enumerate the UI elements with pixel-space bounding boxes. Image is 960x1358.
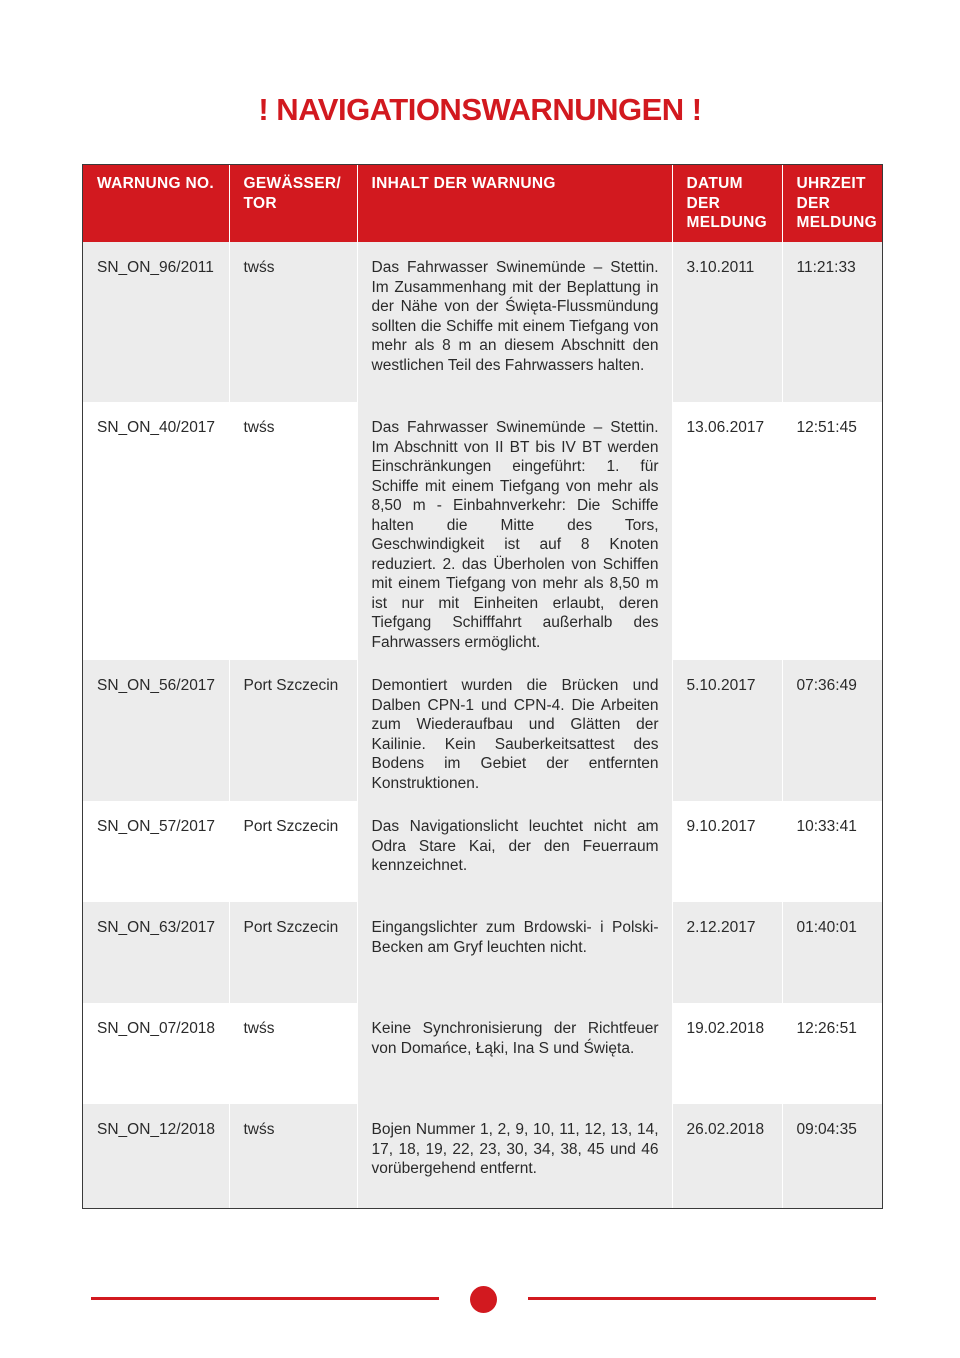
report-time: 11:21:33 [782, 242, 882, 402]
report-time: 10:33:41 [782, 801, 882, 902]
table-row [83, 902, 882, 1003]
waterway: Port Szczecin [229, 660, 357, 801]
warning-content: Eingangslichter zum Brdowski- i Polski-Becken am Gryf leuchten nicht. [357, 902, 672, 1003]
report-time: 12:26:51 [782, 1003, 882, 1104]
footer-divider-left [91, 1297, 439, 1300]
footer-dot-ornament [470, 1286, 497, 1313]
table-row [83, 1003, 882, 1104]
table-row [83, 660, 882, 801]
header-waterway: GEWÄSSER/ TOR [229, 165, 357, 242]
header-report-time: UHRZEIT DER MELDUNG [782, 165, 882, 242]
report-date: 9.10.2017 [672, 801, 782, 902]
header-warning-number: WARNUNG NO. [83, 165, 229, 242]
warning-number: SN_ON_96/2011 [83, 242, 229, 402]
report-date: 13.06.2017 [672, 402, 782, 660]
warning-content: Das Navigationslicht leuchtet nicht am Odra Stare Kai, der den Feuerraum kennzeichnet. [357, 801, 672, 902]
warning-number: SN_ON_40/2017 [83, 402, 229, 660]
warning-number: SN_ON_63/2017 [83, 902, 229, 1003]
warning-number: SN_ON_56/2017 [83, 660, 229, 801]
report-time: 09:04:35 [782, 1104, 882, 1209]
table-row [83, 402, 882, 660]
report-date: 3.10.2011 [672, 242, 782, 402]
warning-content: Demontiert wurden die Brücken und Dalben CPN-1 und CPN-4. Die Arbeiten zum Wiederaufbau und Glätten der Kailinie. Kein Sauberkeitsattest des Bodens im Gebiet der entfernten Konstruktionen. [357, 660, 672, 801]
table-row [83, 801, 882, 902]
report-time: 01:40:01 [782, 902, 882, 1003]
table-row [83, 1104, 882, 1209]
warning-content: Bojen Nummer 1, 2, 9, 10, 11, 12, 13, 14, 17, 18, 19, 22, 23, 30, 34, 38, 45 und 46 vorübergehend entfernt. [357, 1104, 672, 1209]
waterway: twśs [229, 402, 357, 660]
waterway: Port Szczecin [229, 902, 357, 1003]
warning-content: Das Fahrwasser Swinemünde – Stettin. Im Zusammenhang mit der Beplattung in der Nähe von der Święta-Flussmündung sollten die Schiffe mit einem Tiefgang von mehr als 8 m an diesem Abschnitt den westlichen Teil des Fahrwassers halten. [357, 242, 672, 402]
warning-content: Keine Synchronisierung der Richtfeuer von Domańce, Łąki, Ina S und Święta. [357, 1003, 672, 1104]
page-title: ! NAVIGATIONSWARNUNGEN ! [258, 92, 702, 127]
warning-number: SN_ON_07/2018 [83, 1003, 229, 1104]
report-date: 19.02.2018 [672, 1003, 782, 1104]
table-header-row [83, 165, 882, 242]
report-date: 5.10.2017 [672, 660, 782, 801]
waterway: twśs [229, 242, 357, 402]
warning-content: Das Fahrwasser Swinemünde – Stettin. Im Abschnitt von II BT bis IV BT werden Einschränkungen eingeführt: 1. für Schiffe mit einem Tiefgang von mehr als 8,50 m - Einbahnverkehr: Die Schiffe halten die Mitte des Tors, Geschwindigkeit ist auf 8 Knoten reduziert. 2. das Überholen von Schiffen mit einem Tiefgang von mehr als 8,50 m ist nur mit Einheiten erlaubt, deren Tiefgang Schifffahrt außerhalb des Fahrwassers ermöglicht. [357, 402, 672, 660]
header-report-date: DATUM DER MELDUNG [672, 165, 782, 242]
report-time: 12:51:45 [782, 402, 882, 660]
warnings-table [82, 164, 883, 1209]
header-warning-content: INHALT DER WARNUNG [357, 165, 672, 242]
warning-number: SN_ON_57/2017 [83, 801, 229, 902]
warning-number: SN_ON_12/2018 [83, 1104, 229, 1209]
waterway: twśs [229, 1104, 357, 1209]
waterway: twśs [229, 1003, 357, 1104]
report-time: 07:36:49 [782, 660, 882, 801]
report-date: 2.12.2017 [672, 902, 782, 1003]
footer-divider-right [528, 1297, 876, 1300]
table-row [83, 242, 882, 402]
waterway: Port Szczecin [229, 801, 357, 902]
report-date: 26.02.2018 [672, 1104, 782, 1209]
